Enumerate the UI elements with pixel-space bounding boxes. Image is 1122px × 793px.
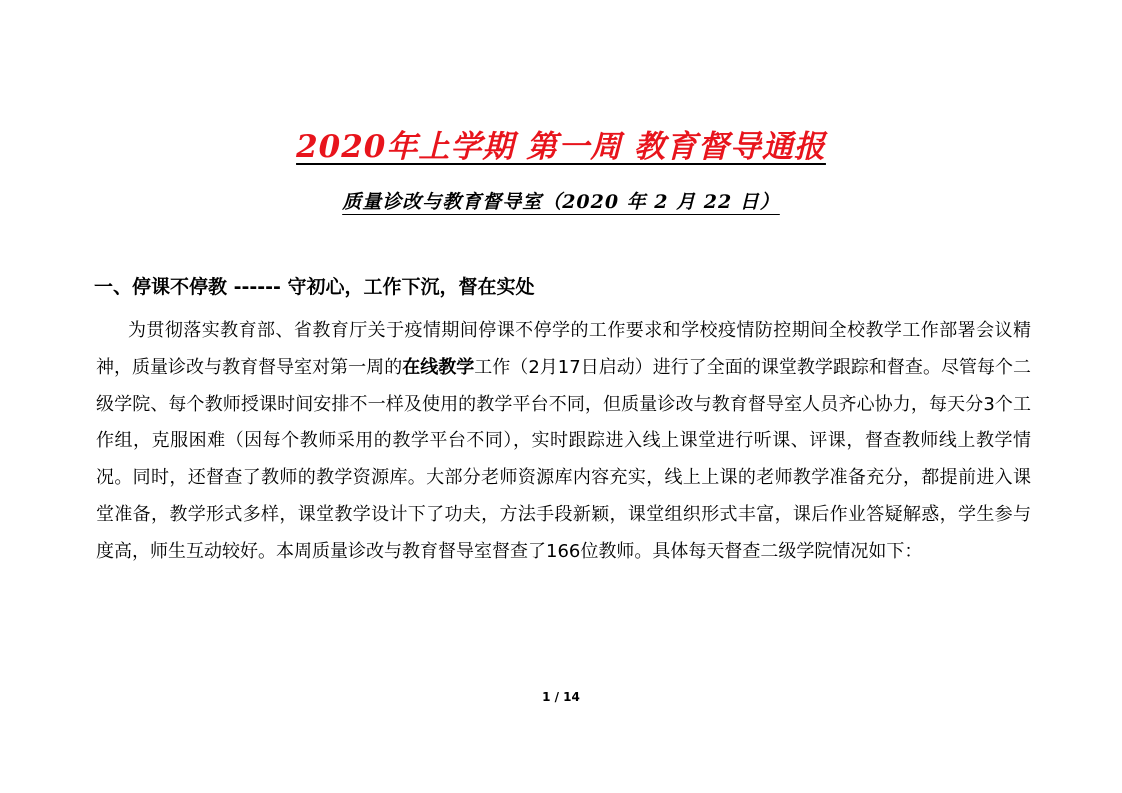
page-number: 1 / 14 xyxy=(542,690,580,704)
document-title xyxy=(0,126,1122,168)
document-subtitle xyxy=(0,186,1122,218)
document-subtitle-text: 质量诊改与教育督导室（2020 年 2 月 22 日） xyxy=(342,191,780,213)
section-heading: 一、停课不停教 ------ 守初心，工作下沉，督在实处 xyxy=(94,276,535,298)
section-paragraph xyxy=(96,313,1031,571)
paragraph-bold-phrase: 在线教学 xyxy=(402,356,475,378)
document-title-text: 2020年上学期 第一周 教育督导通报 xyxy=(296,129,826,165)
paragraph-text-part-1: 为贯彻落实教育部、省教育厅关于疫情期间停课不停学的工作要求和学校疫情防控期间全校教学工作部署会议精神，质量诊改与教育督导室对第一周的 xyxy=(96,320,1031,378)
paragraph-text-part-2: 工作（2月17日启动）进行了全面的课堂教学跟踪和督查。尽管每个二级学院、每个教师授课时间安排不一样及使用的教学平台不同，但质量诊改与教育督导室人员齐心协力，每天分3个工作组，克服困难（因每个教师采用的教学平台不同），实时跟踪进入线上课堂进行听课、评课，督查教师线上教学情况。同时，还督查了教师的教学资源库。大部分老师资源库内容充实，线上上课的老师教学准备充分，都提前进入课堂准备，教学形式多样，课堂教学设计下了功夫，方法手段新颖，课堂组织形式丰富，课后作业答疑解惑，学生参与度高，师生互动较好。本周质量诊改与教育督导室督查了166位教师。具体每天督查二级学院情况如下： xyxy=(96,356,1032,562)
